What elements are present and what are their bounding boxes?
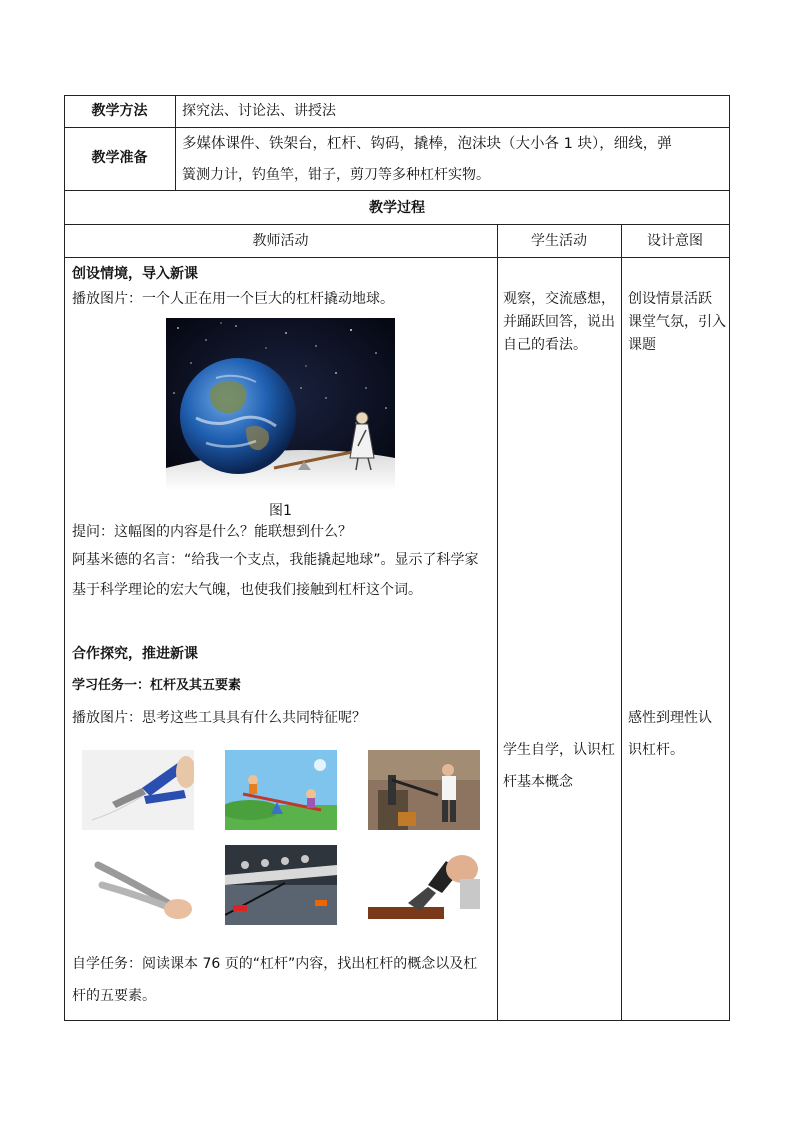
student-column-divider <box>497 224 498 1021</box>
earth-lever-image <box>166 318 395 491</box>
student-activity-1-line-2: 并踊跃回答，说出 <box>503 314 615 330</box>
question-text: 提问：这幅图的内容是什么？能联想到什么？ <box>72 524 352 540</box>
method-label: 教学方法 <box>91 103 148 119</box>
tongs-photo <box>82 845 194 925</box>
student-activity-1-line-1: 观察，交流感想， <box>503 291 615 307</box>
seesaw-photo <box>225 750 337 830</box>
section-1-title: 创设情境，导入新课 <box>72 266 198 282</box>
student-activity-1-line-3: 自己的看法。 <box>503 337 587 353</box>
figure-caption: 图1 <box>269 503 292 519</box>
table-border-right <box>729 95 730 1021</box>
intent-column-divider <box>621 224 622 1021</box>
header-teacher-activity: 教师活动 <box>252 233 309 249</box>
row-divider-process <box>64 224 730 225</box>
self-study-task-line-2: 杆的五要素。 <box>72 988 156 1004</box>
prep-label: 教学准备 <box>91 150 148 166</box>
self-study-task-line-1: 自学任务：阅读课本 76 页的“杠杆”内容，找出杠杆的概念以及杠 <box>72 956 478 972</box>
design-intent-2-line-1: 感性到理性认 <box>628 710 712 726</box>
design-intent-1-line-1: 创设情景活跃 <box>628 291 712 307</box>
design-intent-2-line-2: 识杠杆。 <box>628 742 684 758</box>
archimedes-quote-line-1: 阿基米德的名言：“给我一个支点，我能撬起地球”。显示了科学家 <box>72 552 479 568</box>
rowing-photo <box>225 845 337 925</box>
prep-line-1: 多媒体课件、铁架台，杠杆、钩码，撬棒，泡沫块（大小各 1 块），细线，弹 <box>182 136 672 152</box>
earth-lever-illustration <box>166 318 395 491</box>
row-divider-headers <box>64 257 730 258</box>
learning-task-1: 学习任务一：杠杆及其五要素 <box>72 678 242 693</box>
row-divider-method <box>64 127 730 128</box>
row-divider-prep <box>64 190 730 191</box>
table-border-top <box>64 95 730 96</box>
design-intent-1-line-3: 课题 <box>628 337 656 353</box>
archimedes-quote-line-2: 基于科学理论的宏大气魄，也使我们接触到杠杆这个词。 <box>72 582 422 598</box>
water-pump-photo <box>368 750 480 830</box>
student-activity-2-line-2: 杆基本概念 <box>503 774 573 790</box>
play-image-1-text: 播放图片：一个人正在用一个巨大的杠杆撬动地球。 <box>72 291 394 307</box>
student-activity-2-line-1: 学生自学，认识杠 <box>503 742 615 758</box>
design-intent-1-line-2: 课堂气氛，引入 <box>628 314 726 330</box>
process-title: 教学过程 <box>369 200 425 216</box>
header-student-activity: 学生活动 <box>531 233 587 249</box>
header-design-intent: 设计意图 <box>647 233 703 249</box>
table-border-bottom <box>64 1020 730 1021</box>
play-image-2-text: 播放图片：思考这些工具具有什么共同特征呢？ <box>72 710 366 726</box>
pliers-photo <box>82 750 194 830</box>
prep-line-2: 簧测力计，钓鱼竿，钳子，剪刀等多种杠杆实物。 <box>182 167 490 183</box>
method-value: 探究法、讨论法、讲授法 <box>182 103 336 119</box>
label-column-divider <box>175 95 176 191</box>
section-2-title: 合作探究，推进新课 <box>72 646 198 662</box>
hammer-photo <box>368 845 480 925</box>
